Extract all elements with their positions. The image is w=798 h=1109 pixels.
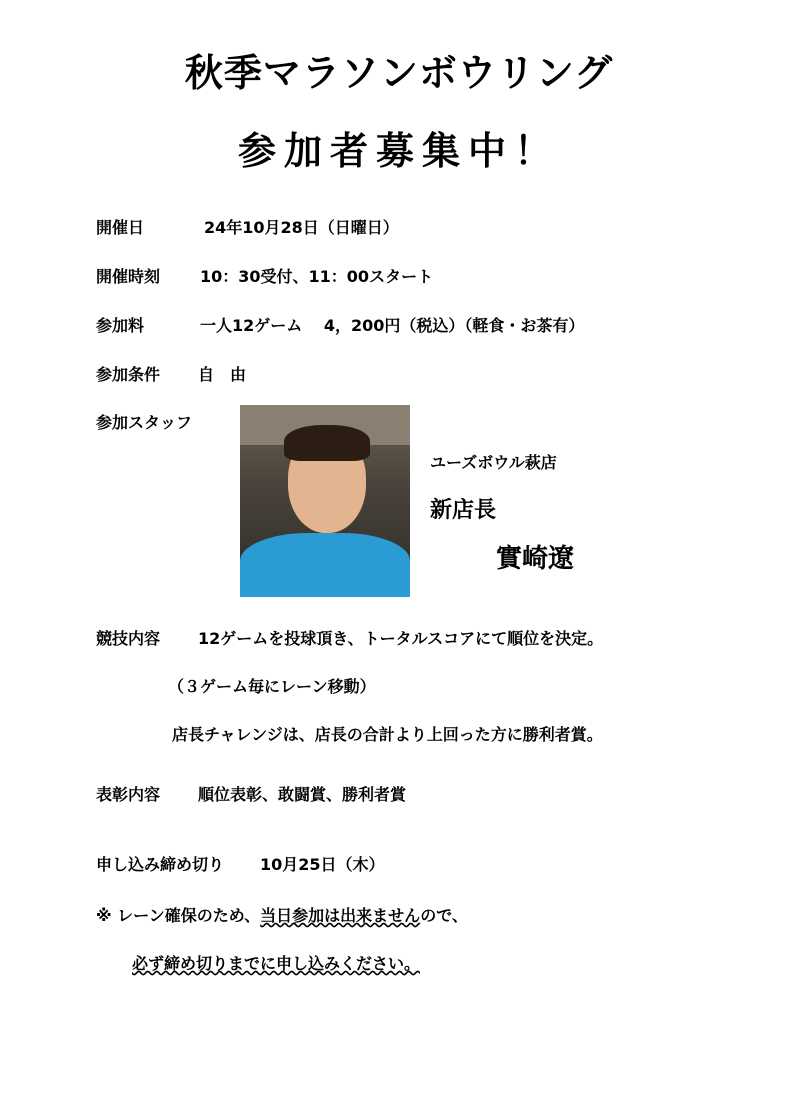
competition-line3: 店長チャレンジは、店長の合計より上回った方に勝利者賞。 (172, 725, 603, 744)
note-prefix: ※ レーン確保のため、 (96, 906, 261, 925)
date-value: 24年10月28日（日曜日） (204, 218, 399, 237)
awards-value: 順位表彰、敢闘賞、勝利者賞 (198, 785, 407, 804)
note-suffix: ので、 (420, 906, 468, 925)
photo-hair (284, 425, 370, 461)
deadline-row (0, 852, 798, 876)
staff-name: 實崎遼 (496, 544, 575, 574)
date-label: 開催日 (96, 218, 145, 237)
fee-row (0, 313, 798, 337)
awards-label: 表彰内容 (96, 785, 161, 804)
competition-label: 競技内容 (96, 629, 161, 648)
staff-store: ユーズボウル萩店 (430, 453, 557, 472)
condition-label: 参加条件 (96, 365, 161, 384)
staff-photo (240, 405, 410, 597)
title-main: 秋季マラソンボウリング (184, 51, 614, 95)
note-line2: 必ず締め切りまでに申し込みください。 (132, 954, 421, 973)
deadline-value: 10月25日（木） (260, 855, 385, 874)
competition-line1: 12ゲームを投球頂き、トータルスコアにて順位を決定。 (198, 629, 604, 648)
date-row (0, 215, 798, 239)
time-value: 10：30受付、11：00スタート (200, 267, 434, 286)
condition-value: 自 由 (198, 365, 247, 384)
note-underlined: 当日参加は出来ません (260, 906, 421, 925)
deadline-label: 申し込み締め切り (96, 855, 225, 874)
fee-value: 一人12ゲーム 4，200円（税込）（軽食・お茶有） (200, 316, 585, 335)
awards-row (0, 782, 798, 806)
fee-label: 参加料 (96, 316, 145, 335)
time-label: 開催時刻 (96, 267, 161, 286)
competition-row (0, 626, 798, 650)
staff-label: 参加スタッフ (96, 413, 193, 432)
time-row (0, 264, 798, 288)
note-line1 (96, 903, 468, 926)
competition-line2: （３ゲーム毎にレーン移動） (168, 677, 376, 696)
staff-role: 新店長 (430, 498, 497, 523)
photo-shirt (240, 533, 410, 597)
condition-row (0, 362, 798, 386)
title-sub: 参加者募集中！ (237, 129, 560, 173)
